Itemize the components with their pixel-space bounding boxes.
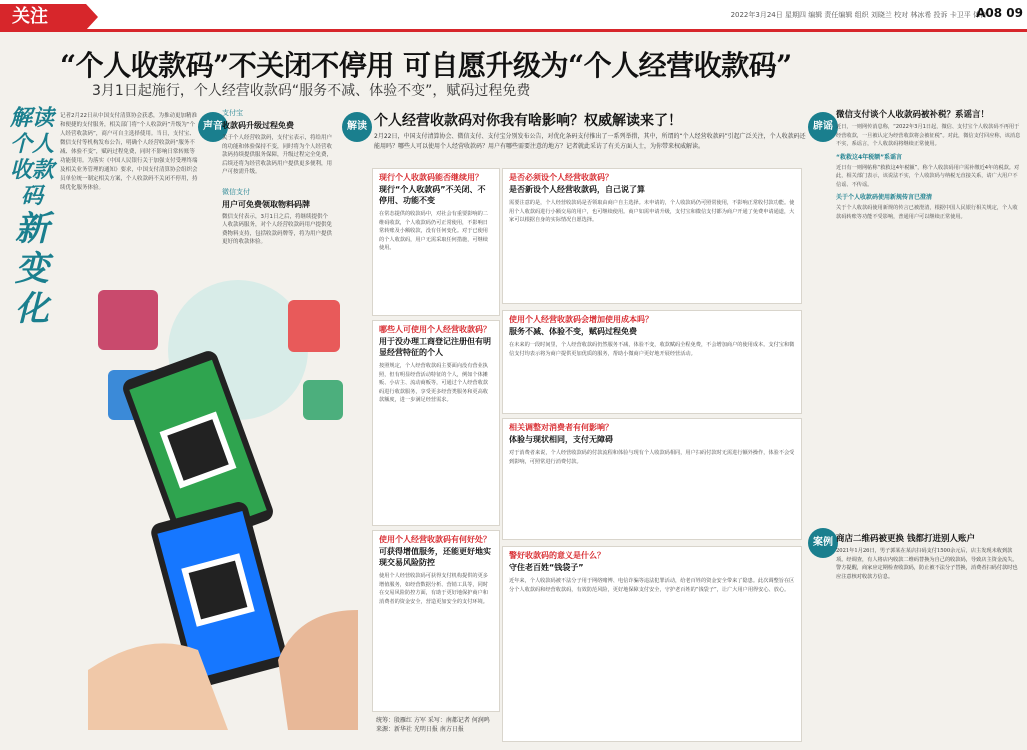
comment-title: 微信支付谈个人收款码被补税？系谣言！: [836, 110, 990, 120]
card-answer: 是否新设个人经营收款码，自己说了算: [509, 185, 645, 194]
case-title: 商店二维码被更换 钱都打进别人账户: [836, 534, 975, 544]
card-question: 使用个人经营收款码会增加使用成本吗？: [509, 315, 653, 324]
voice-heading-2: 微信支付: [222, 187, 250, 196]
card-body: 使用个人经营收款码可获得支付机构提供的更多增值服务，如经营数据分析、营销工具等，同时在交易风险防控方面，有助于更好地保护商户和消费者的资金安全，营造更加安全的支付环境。: [379, 573, 488, 605]
qa-card: [372, 320, 500, 526]
interpret-intro: 2月22日，中国支付清算协会、微信支付、支付宝分别发布公告，对优化条码支付推出了一系列举措，其中，所谓的“个人经营收款码”引起广泛关注，个人收款码还能用吗？哪些人可以使用个人经营收款码？用户有哪些需要注意的地方？记者就此采访了有关方面人士，为你带来权威解读。: [374, 133, 806, 150]
section-tag-tail: [86, 4, 98, 30]
case-text: 2021年1月26日，男子郭某在某店扫码支付1500余元后，店主发现未收到款项。经调查，有人将店内收款二维码替换为自己的收款码，导致店主资金流失。警方提醒，商家应定期检查收款码，防止被不法分子替换，消费者扫码付款时也应注意核对收款方信息。: [836, 548, 1018, 580]
header-info: 2022年3月24日 星期四 编辑 责任编辑 组织 刘晓兰 校对 林冰希 投诉 卡卫平 体育: [730, 11, 987, 19]
page-number: A08 09: [976, 6, 1023, 20]
credits: 统筹：殷雁红 方军 采写：南都记者 何润鸣 来源：新华社 光明日报 南方日报: [376, 717, 490, 733]
comment-heading-3: 关于个人收款码使用新规传言已澄清: [836, 194, 933, 201]
card-answer: 现行“个人收款码”不关闭、不停用、功能不变: [379, 185, 486, 205]
label-case: 案例: [808, 528, 838, 558]
voice-heading-1: 支付宝: [222, 109, 243, 117]
qa-card: [502, 310, 802, 414]
label-interpret: 解读: [342, 112, 372, 142]
card-body: 在常态提供的收款码中，对社会有重要影响的二维码收款，个人收款码仍可正常使用，不影响日常转账及小额收款，没有任何变化。对于已使用的个人收款码，用户无需采取任何措施，可继续使用。: [379, 211, 488, 251]
card-answer: 守住老百姓“钱袋子”: [509, 563, 584, 572]
qa-card: [372, 168, 500, 316]
card-body: 在未来的一段时间里，个人经营收款码仍然服务不减，体验不变，收款赋码全程免费，不会增加商户的使用成本。支付宝和微信支付均表示将为商户提供更加优质的服务，帮助小微商户更好地开展经营活动。: [509, 342, 795, 357]
card-question: 警好收款码的意义是什么？: [509, 551, 605, 560]
label-comment: 辟谣: [808, 112, 838, 142]
sidebar-title: [6, 105, 58, 329]
voice-block: [222, 108, 332, 247]
main-title: “个人收款码”不关闭不停用 可自愿升级为“个人经营收款码”: [60, 49, 792, 82]
coupon-icon: [303, 380, 343, 420]
card-body: 需要注意的是，个人经营收款码是否领取由商户自主选择。未申请的，个人收款码仍可照常使用，不影响正常收付款功能。使用个人收款码进行小额交易的用户，也可继续使用。商户如需申请升级，支付宝和微信支付都为商户开通了免费申请通道，大家可以根据自身的实际情况自愿选择。: [509, 200, 795, 223]
comment-block: [836, 108, 1022, 224]
interpret-title: 个人经营收款码对你我有啥影响？权威解读来了！: [374, 113, 682, 129]
case-block: [836, 532, 1022, 581]
card-question: 哪些人可使用个人经营收款码？: [379, 325, 491, 334]
card-question: 相关调整对消费者有何影响？: [509, 423, 613, 432]
voice-title-1: 收款码升级过程免费: [222, 121, 294, 130]
voice-text-1: 关于个人经营收款码，支付宝表示，将给用户的功能和体验保持不变，同时将为个人经营收款码持续提供服务保障，升级过程完全免费，后续还将为经营收款码用户提供更多便利，用户可按需升级。: [222, 135, 333, 175]
card-question: 使用个人经营收款码有何好处？: [379, 535, 491, 544]
hand-shape-right: [278, 610, 358, 730]
card-question: 现行个人收款码能否继续用？: [379, 173, 483, 182]
intro-text: 记者2月22日从中国支付清算协会获悉，为推动更加精准和便捷的支付服务，相关部门将“个人收款码”升级为“个人经营收款码”，商户可自主选择使用。当日，支付宝、微信支付等机构发布公告，明确个人经营收款码“服务不减、体验不变”，赋码过程免费，同时不影响日常转账等功能使用。为落实《中国人民银行关于加强支付受理终端及相关业务管理的通知》要求，中国支付清算协会组织会员单位统一制定相关方案，个人收款码不关闭不停用，持续优化服务体验。: [60, 113, 198, 191]
comment-text-3: 关于个人收款码使用新规的传言已被澄清，根据中国人民银行相关规定，个人收款码转账等功能不受影响，普通用户可以继续正常使用。: [836, 205, 1018, 220]
cart-icon: [98, 290, 158, 350]
card-answer: 用于没办理工商登记注册但有明显经营特征的个人: [379, 337, 491, 357]
card-answer: 可获得增值服务，还能更好地实现交易风险防控: [379, 547, 491, 567]
comment-text-2: 近日有一则网帖称“救救这4年税额”，称个人收款码用户需补缴近4年的税款。对此，相关部门表示，该说法不实，个人收款码与纳税无直接关系，请广大用户不信谣、不传谣。: [836, 164, 1020, 188]
section-tag: 关注: [0, 4, 86, 30]
card-question: 是否必须设个人经营收款码？: [509, 173, 613, 182]
qa-card: [502, 546, 802, 742]
phone-illustration: [88, 230, 358, 730]
sidebar-line2: 新变化: [15, 209, 49, 329]
card-body: 对于消费者来说，个人经营收款码的付款流程和体验与现有个人收款码相同，用户扫码付款时无需进行额外操作，体验不会受到影响，可照常进行消费付款。: [509, 450, 795, 465]
qa-card: [502, 168, 802, 304]
voice-text-2: 微信支付表示，3月1日之后，将继续提供个人收款码服务，对个人经营收款码用户提供免费物料支持，包括收款码牌等，将为用户提供更好的收款体验。: [222, 213, 333, 245]
card-body: 近年来，个人收款码被不法分子用于网络赌博、电信诈骗等违法犯罪活动，给老百姓的资金安全带来了隐患。此次调整旨在区分个人收款码和经营收款码，有效防范风险，更好地保障支付安全，守护老百姓的“钱袋子”，让广大用户用得安心、放心。: [509, 578, 795, 593]
comment-heading-2: “救救这4年税额”系谣言: [836, 153, 903, 161]
card-answer: 服务不减、体验不变，赋码过程免费: [509, 327, 637, 336]
card-answer: 体验与现状相同，支付无障碍: [509, 435, 613, 444]
label-voice: 声音: [198, 112, 228, 142]
qa-card: [372, 530, 500, 712]
sidebar-line1: 解读个人收款码: [9, 105, 54, 209]
voice-title-2: 用户可免费领取物料码牌: [222, 199, 310, 209]
card-body: 按照规定，个人经营收款码主要面向没有营业执照，但有明显经营活动特征的个人，例如个体摊贩、小店主、流动商贩等，可通过个人经营收款码进行收款服务，享受更多经营类服务和更高收款额度，进一步满足经营需求。: [379, 363, 488, 403]
qa-card: [502, 418, 802, 540]
comment-text-1: 近日，一则网传消息称，“2022年3月1日起，微信、支付宝个人收款码不再用于经营收款，一旦被认定为经营收款将会被征税”。对此，微信支付回应称，该消息不实，系谣言，个人收款码将继续正常使用。: [836, 124, 1021, 147]
shopping-bag-icon: [288, 300, 340, 352]
subtitle: 3月1日起施行，个人经营收款码“服务不减、体验不变”，赋码过程免费: [92, 83, 531, 99]
